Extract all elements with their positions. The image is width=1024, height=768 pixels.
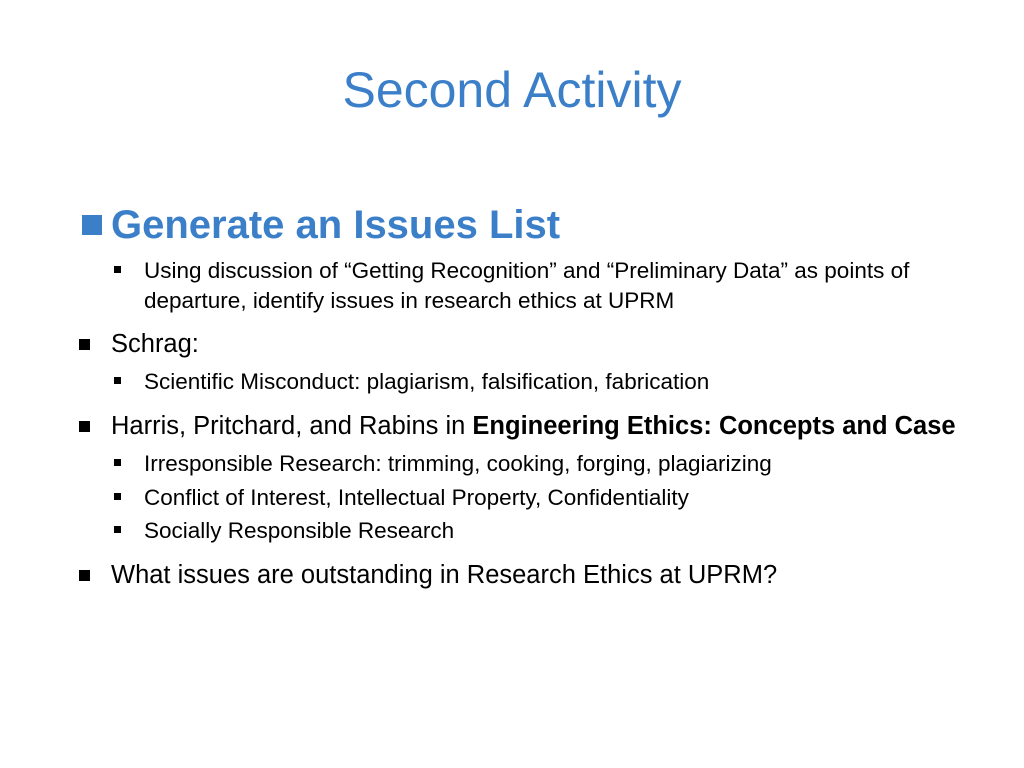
bullet-item-schrag	[78, 329, 978, 361]
bullet-item-issues-list	[78, 200, 978, 250]
sub-bullet-item	[78, 516, 978, 546]
bullet-text: Schrag:	[111, 330, 199, 359]
sub-bullet-text: Socially Responsible Research	[144, 518, 455, 544]
square-bullet-icon	[114, 526, 121, 533]
square-bullet-icon	[114, 266, 121, 273]
square-bullet-icon	[114, 459, 121, 466]
sub-bullet-text: Scientific Misconduct: plagiarism, falsification, fabrication	[144, 369, 710, 395]
sub-bullet-text: Conflict of Interest, Intellectual Property, Confidentiality	[144, 484, 689, 510]
bullet-text: What issues are outstanding in Research Ethics at UPRM?	[111, 560, 778, 589]
sub-bullet-text: Using discussion of “Getting Recognition” and “Preliminary Data” as points of departure, identify issues in research ethics at UPRM	[144, 258, 910, 313]
square-bullet-icon	[79, 339, 90, 350]
square-bullet-icon	[114, 377, 121, 384]
square-bullet-icon	[114, 493, 121, 500]
sub-bullet-item	[78, 483, 978, 513]
sub-bullet-item	[78, 367, 978, 397]
sub-bullet-item	[78, 256, 978, 315]
square-bullet-icon	[79, 570, 90, 581]
square-bullet-icon	[82, 215, 102, 235]
sub-bullet-text: Irresponsible Research: trimming, cooking, forging, plagiarizing	[144, 450, 772, 476]
bullet-text-plain: Harris, Pritchard, and Rabins in	[111, 411, 473, 440]
book-title: Engineering Ethics: Concepts and Case	[472, 411, 956, 440]
slide-body	[78, 200, 978, 598]
square-bullet-icon	[79, 421, 90, 432]
slide-title: Second Activity	[342, 62, 682, 118]
bullet-item-harris	[78, 411, 978, 443]
sub-bullet-item	[78, 449, 978, 479]
bullet-text: Generate an Issues List	[111, 203, 561, 247]
bullet-item-question	[78, 560, 978, 592]
